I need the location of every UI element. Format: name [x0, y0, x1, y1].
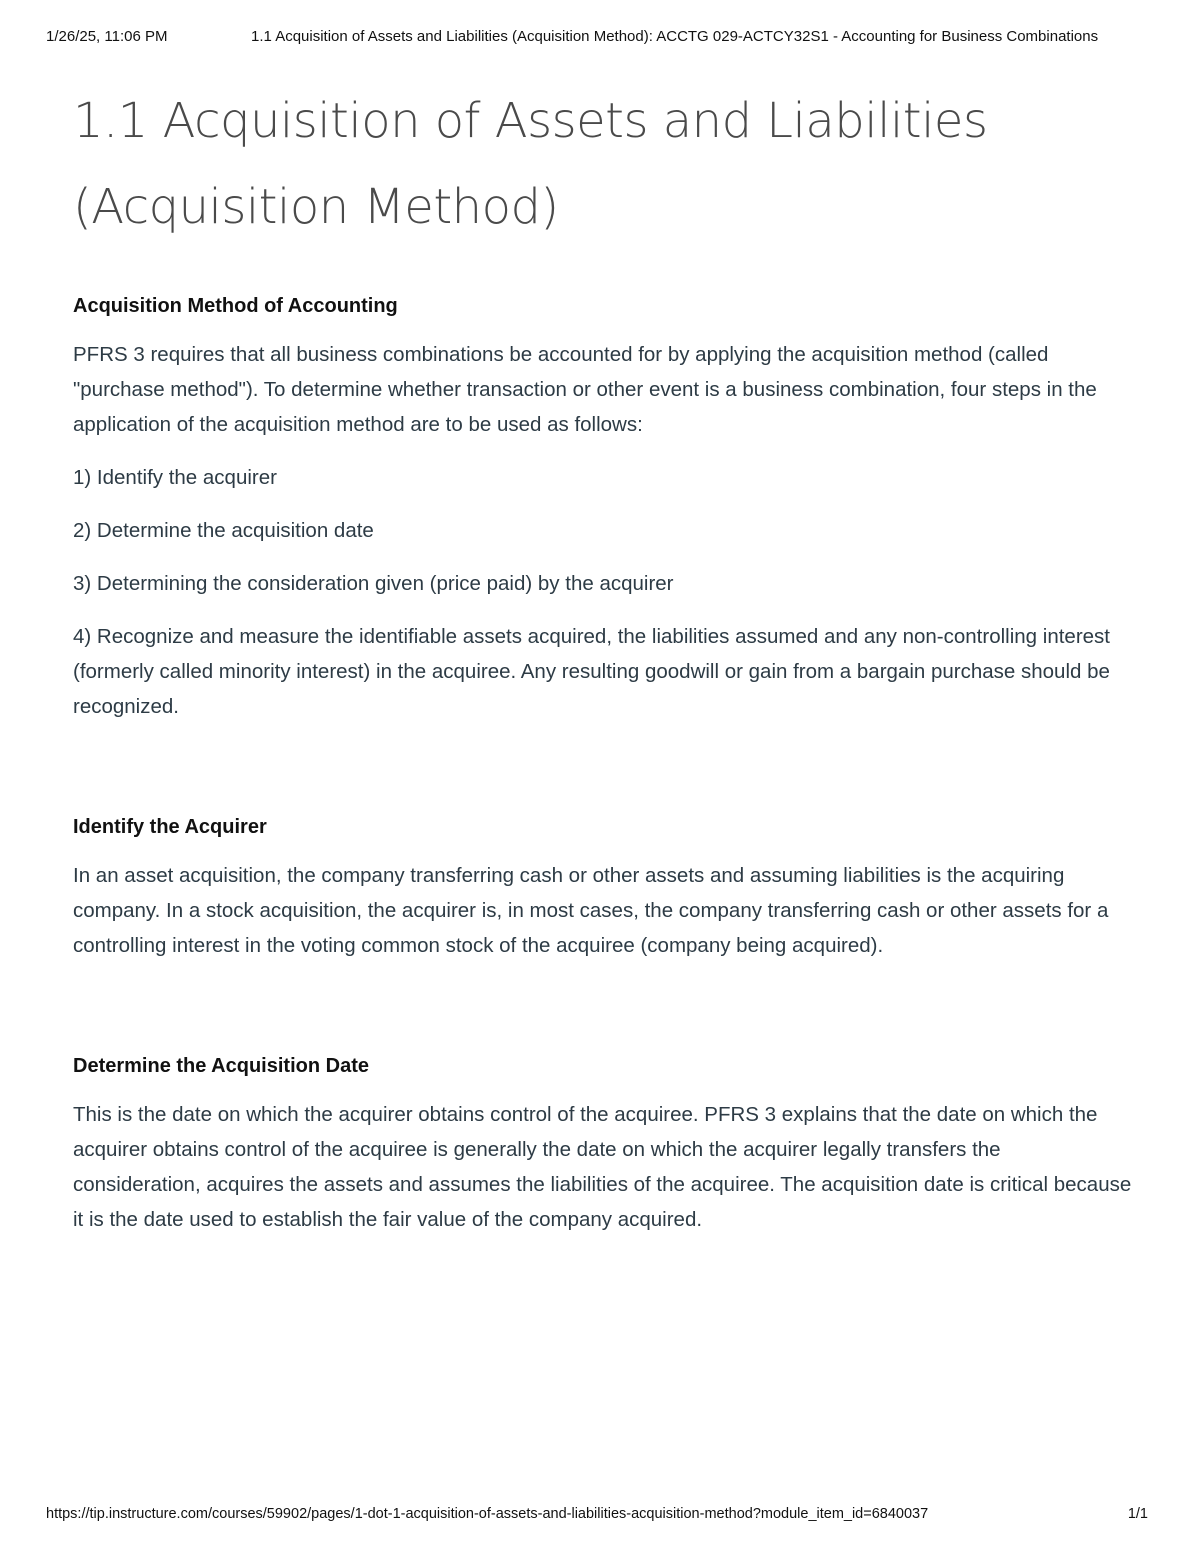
- page-title-line2: (Acquisition Method): [73, 179, 559, 235]
- print-url[interactable]: https://tip.instructure.com/courses/59902/pages/1-dot-1-acquisition-of-assets-and-liabilities-acquisition-method?module_item_id=6840037: [46, 1506, 929, 1522]
- step-item-2: 2) Determine the acquisition date: [73, 519, 374, 542]
- section-paragraph-identify-acquirer: In an asset acquisition, the company transferring cash or other assets and assuming liabilities is the acquiring company. In a stock acquisition, the acquirer is, in most cases, the company transferring cash or other assets for a controlling interest in the voting common stock of the acquiree (company being acquired).: [73, 864, 1109, 957]
- print-page-number: 1/1: [1127, 1506, 1148, 1522]
- section-paragraph-acquisition-method: PFRS 3 requires that all business combinations be accounted for by applying the acquisition method (called "purchase method"). To determine whether transaction or other event is a business combination, four steps in the application of the acquisition method are to be used as follows:: [73, 343, 1097, 436]
- section-heading-acquisition-method: Acquisition Method of Accounting: [73, 295, 398, 317]
- print-datetime: 1/26/25, 11:06 PM: [46, 28, 168, 45]
- page-title-line1: 1.1 Acquisition of Assets and Liabilities: [73, 93, 988, 149]
- section-paragraph-acquisition-date: This is the date on which the acquirer obtains control of the acquiree. PFRS 3 explains that the date on which the acquirer obtains control of the acquiree is generally the date on which the acquirer legally transfers the consideration, acquires the assets and assumes the liabilities of the acquiree. The acquisition date is critical because it is the date used to establish the fair value of the company acquired.: [73, 1103, 1132, 1231]
- print-page-title: 1.1 Acquisition of Assets and Liabilities (Acquisition Method): ACCTG 029-ACTCY32S1 - Accounting for Business Combinations: [251, 28, 1099, 45]
- step-item-1: 1) Identify the acquirer: [73, 466, 277, 489]
- page-title: [73, 78, 1133, 250]
- print-footer: [46, 1506, 1148, 1528]
- step-item-3: 3) Determining the consideration given (price paid) by the acquirer: [73, 572, 674, 595]
- print-header: [46, 28, 1140, 50]
- section-heading-acquisition-date: Determine the Acquisition Date: [73, 1055, 369, 1077]
- section-heading-identify-acquirer: Identify the Acquirer: [73, 816, 267, 838]
- page-content: [73, 78, 1133, 1237]
- step-item-4: 4) Recognize and measure the identifiable assets acquired, the liabilities assumed and any non-controlling interest (formerly called minority interest) in the acquiree. Any resulting goodwill or gain from a bargain purchase should be recognized.: [73, 625, 1110, 718]
